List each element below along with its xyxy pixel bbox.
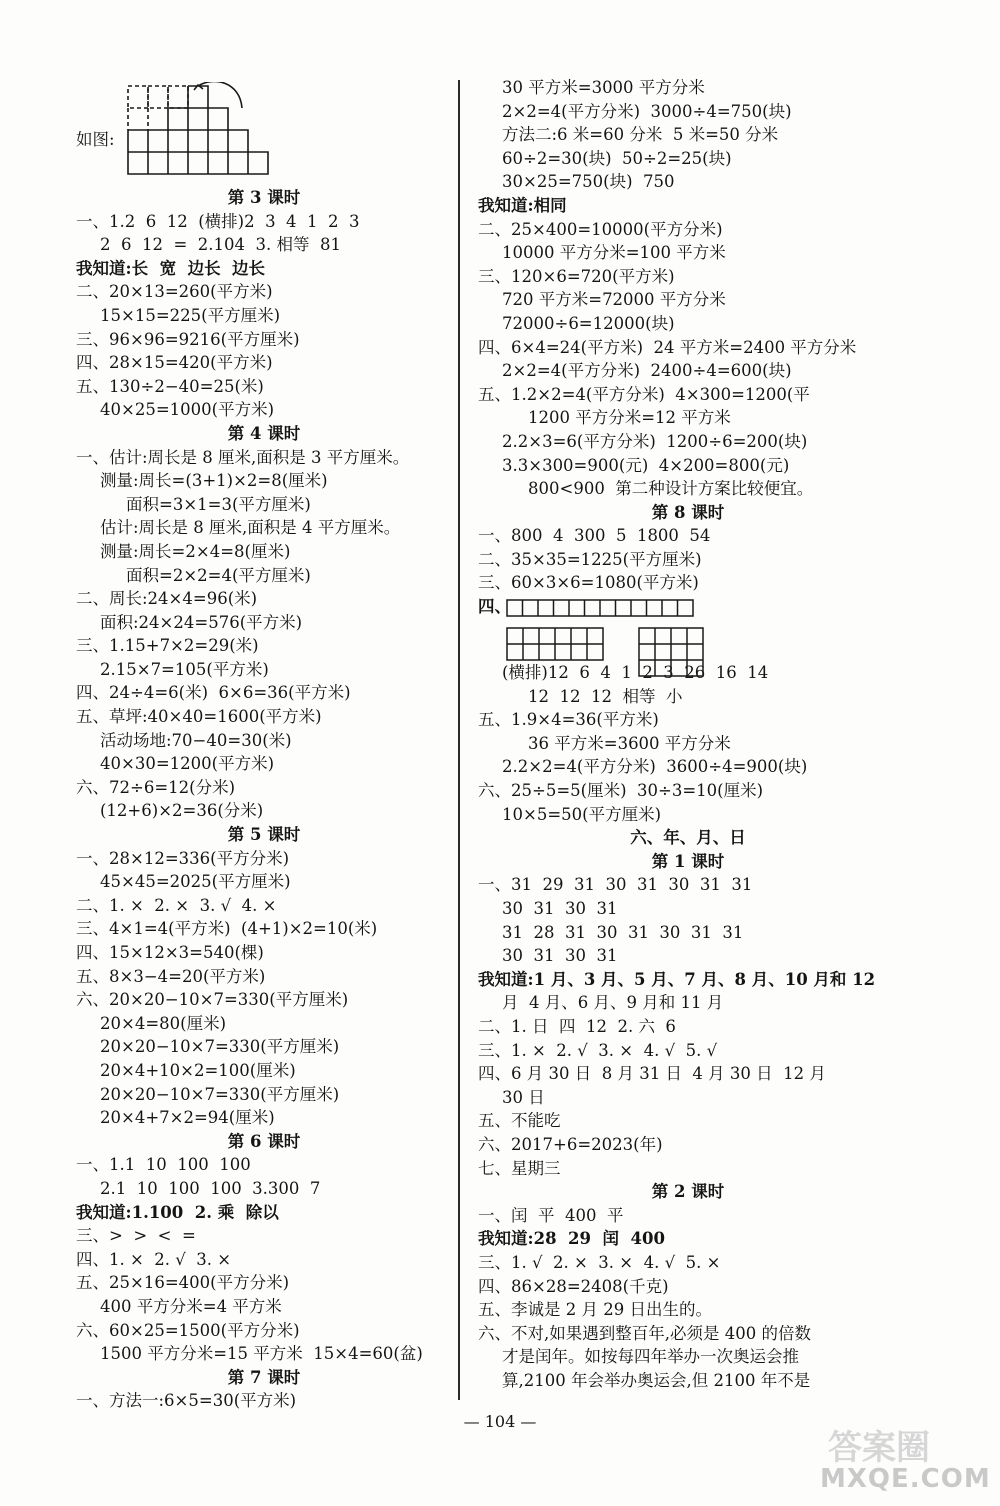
- answer-line: 2×2=4(平方分米) 3000÷4=750(块): [502, 101, 792, 121]
- answer-line: 方法二:6 米=60 分米 5 米=50 分米: [502, 125, 779, 145]
- answer-line: 我知道:1 月、3 月、5 月、7 月、8 月、10 月和 12: [478, 969, 876, 989]
- answer-line: 2.1 10 100 100 3.300 7: [100, 1178, 321, 1198]
- right-answer-lines-top: [478, 76, 898, 595]
- answer-line: 估计:周长是 8 厘米,面积是 4 平方厘米。: [100, 518, 401, 538]
- answer-line: 三、1. × 2. √ 3. × 4. √ 5. √: [478, 1040, 718, 1060]
- answer-line: 四、86×28=2408(千克): [478, 1276, 669, 1296]
- answer-line: 二、20×13=260(平方米): [76, 282, 273, 302]
- left-answer-lines: [76, 186, 452, 1413]
- answer-line: 1200 平方分米=12 平方米: [528, 408, 731, 428]
- answer-line: 五、8×3−4=20(平方米): [76, 966, 266, 986]
- answer-line: 四、1. × 2. √ 3. ×: [76, 1249, 232, 1269]
- answer-line: 面积=2×2=4(平方厘米): [126, 565, 311, 585]
- figure-label: 如图:: [76, 130, 115, 149]
- answer-line: 三、4×1=4(平方米) (4+1)×2=10(米): [76, 919, 378, 939]
- answer-line: 四、24÷4=6(米) 6×6=36(平方米): [76, 683, 351, 703]
- answer-line: 二、周长:24×4=96(米): [76, 589, 258, 609]
- section-heading: 第 2 课时: [651, 1182, 725, 1202]
- answer-line: 10000 平方分米=100 平方米: [502, 243, 726, 263]
- watermark-logo: 答案圈: [828, 1428, 930, 1468]
- section-heading: 第 8 课时: [651, 502, 725, 522]
- answer-line: 四、6×4=24(平方米) 24 平方米=2400 平方分米: [478, 337, 857, 357]
- answer-line: 20×20−10×7=330(平方厘米): [100, 1037, 340, 1057]
- staircase-figure: [124, 82, 294, 184]
- answer-line: 面积=3×1=3(平方厘米): [126, 494, 311, 514]
- answer-line: 30 31 30 31: [502, 946, 618, 966]
- answer-line: 一、28×12=336(平方分米): [76, 848, 290, 868]
- answer-line: 2.15×7=105(平方米): [100, 659, 269, 679]
- answer-line: 我知道:1.100 2. 乘 除以: [76, 1202, 279, 1222]
- section-heading: 第 6 课时: [227, 1131, 301, 1151]
- section-heading: 第 7 课时: [227, 1367, 301, 1387]
- answer-line: 一、1.2 6 12 (横排)2 3 4 1 2 3: [76, 211, 360, 231]
- answer-line: 60÷2=30(块) 50÷2=25(块): [502, 148, 732, 168]
- page-number: — 104 —: [463, 1412, 537, 1431]
- answer-line: 30 31 30 31: [502, 899, 618, 918]
- answer-line: 面积:24×24=576(平方米): [100, 612, 303, 632]
- answer-line: 800<900 第二种设计方案比较便宜。: [528, 479, 814, 499]
- answer-line: 二、1. 日 四 12 2. 六 6: [478, 1016, 676, 1036]
- two-row-grid: [506, 627, 606, 663]
- right-answer-lines-bottom: [478, 661, 898, 1392]
- answer-line: 六、25÷5=5(厘米) 30÷3=10(厘米): [478, 781, 764, 801]
- answer-line: 12 12 12 相等 小: [528, 686, 683, 706]
- answer-line: 31 28 31 30 31 30 31 31: [502, 922, 744, 942]
- answer-line: 400 平方分米=4 平方米: [100, 1296, 282, 1316]
- answer-line: 20×4+7×2=94(厘米): [100, 1108, 275, 1128]
- answer-line: 15×15=225(平方厘米): [100, 305, 281, 325]
- answer-line: 二、35×35=1225(平方厘米): [478, 549, 702, 569]
- section-heading: 六、年、月、日: [630, 828, 746, 848]
- answer-line: 七、星期三: [478, 1158, 561, 1178]
- answer-line: 72000÷6=12000(块): [502, 313, 675, 333]
- answer-line: 六、2017+6=2023(年): [478, 1134, 663, 1154]
- answer-line: 五、草坪:40×40=1600(平方米): [76, 707, 322, 727]
- answer-line: 测量:周长=(3+1)×2=8(厘米): [100, 471, 328, 491]
- answer-line: 一、方法一:6×5=30(平方米): [76, 1391, 297, 1411]
- answer-line: 10×5=50(平方厘米): [502, 804, 662, 824]
- answer-line: 我知道:相同: [478, 195, 567, 215]
- answer-line: 三、120×6=720(平方米): [478, 266, 675, 286]
- figure-row: [76, 76, 452, 186]
- answer-line: 20×20−10×7=330(平方厘米): [100, 1084, 340, 1104]
- answer-line: 六、20×20−10×7=330(平方厘米): [76, 990, 349, 1010]
- answer-line: 二、1. × 2. × 3. √ 4. ×: [76, 895, 277, 915]
- answer-line: 36 平方米=3600 平方分米: [528, 733, 731, 753]
- answer-line: 四、15×12×3=540(棵): [76, 943, 264, 962]
- section-heading: 第 1 课时: [651, 851, 725, 871]
- column-divider: [458, 80, 460, 1400]
- answer-line: 720 平方米=72000 平方分米: [502, 290, 726, 310]
- answer-line: 30×25=750(块) 750: [502, 172, 675, 192]
- answer-line: 五、不能吃: [478, 1111, 561, 1131]
- answer-line: 三、60×3×6=1080(平方米): [478, 573, 699, 593]
- answer-line: 3.3×300=900(元) 4×200=800(元): [502, 455, 790, 475]
- answer-line: 三、96×96=9216(平方厘米): [76, 329, 300, 349]
- answer-line: 2.2×3=6(平方分米) 1200÷6=200(块): [502, 431, 808, 451]
- answer-line: 40×30=1200(平方米): [100, 754, 275, 774]
- answer-line: 20×4=80(厘米): [100, 1013, 227, 1033]
- answer-line: 三、1.15+7×2=29(米): [76, 636, 259, 656]
- answer-line: 我知道:28 29 闰 400: [478, 1229, 665, 1249]
- answer-line: 活动场地:70−40=30(米): [100, 730, 292, 750]
- section-heading: 第 3 课时: [227, 188, 301, 207]
- answer-line: 一、1.1 10 100 100: [76, 1155, 251, 1175]
- answer-line: 算,2100 年会举办奥运会,但 2100 年不是: [502, 1370, 811, 1390]
- left-column: [76, 76, 452, 1413]
- answer-line: 45×45=2025(平方厘米): [100, 872, 291, 892]
- answer-line: 测量:周长=2×4=8(厘米): [100, 541, 291, 561]
- section-heading: 第 5 课时: [227, 825, 301, 845]
- grid-figures-row: [478, 595, 898, 661]
- answer-line: 40×25=1000(平方米): [100, 400, 275, 420]
- answer-line: 才是闰年。如按每四年举办一次奥运会推: [502, 1347, 799, 1367]
- answer-line: (横排)12 6 4 1 2 3 26 16 14: [502, 663, 769, 683]
- answer-line: 30 平方米=3000 平方分米: [502, 78, 705, 97]
- answer-line: 五、130÷2−40=25(米): [76, 376, 264, 396]
- answer-line: 2.2×2=4(平方分米) 3600÷4=900(块): [502, 757, 808, 777]
- answer-line: 1500 平方分米=15 平方米 15×4=60(盆): [100, 1344, 423, 1364]
- answer-line: 五、1.2×2=4(平方分米) 4×300=1200(平: [478, 384, 810, 404]
- watermark: [820, 1420, 990, 1500]
- answer-line: 2×2=4(平方分米) 2400÷4=600(块): [502, 361, 792, 381]
- answer-line: 六、不对,如果遇到整百年,必须是 400 的倍数: [478, 1323, 811, 1343]
- answer-line: 五、1.9×4=36(平方米): [478, 710, 659, 730]
- answer-line: 四、28×15=420(平方米): [76, 353, 273, 373]
- answer-line: 五、25×16=400(平方分米): [76, 1273, 290, 1293]
- grid-question-label: 四、: [478, 597, 511, 617]
- answer-line: 六、72÷6=12(分米): [76, 777, 236, 797]
- answer-line: 二、25×400=10000(平方分米): [478, 219, 723, 239]
- answer-line: 一、800 4 300 5 1800 54: [478, 526, 711, 546]
- answer-line: 三、> > < =: [76, 1226, 196, 1246]
- answer-line: 三、1. √ 2. × 3. × 4. √ 5. ×: [478, 1252, 721, 1272]
- answer-line: 一、估计:周长是 8 厘米,面积是 3 平方厘米。: [76, 447, 410, 467]
- answer-line: 30 日: [502, 1087, 545, 1107]
- answer-line: 20×4+10×2=100(厘米): [100, 1060, 296, 1080]
- answer-line: (12+6)×2=36(分米): [100, 801, 264, 821]
- answer-line: 一、31 29 31 30 31 30 31 31: [478, 875, 753, 895]
- answer-line: 2 6 12 = 2.104 3. 相等 81: [100, 235, 341, 255]
- long-strip-grid: [506, 599, 696, 619]
- answer-line: 四、6 月 30 日 8 月 31 日 4 月 30 日 12 月: [478, 1064, 826, 1084]
- answer-line: 六、60×25=1500(平方分米): [76, 1320, 300, 1340]
- answer-line: 我知道:长 宽 边长 边长: [76, 258, 266, 278]
- section-heading: 第 4 课时: [227, 423, 301, 443]
- answer-line: 一、闰 平 400 平: [478, 1205, 624, 1225]
- watermark-site: MXQE.COM: [820, 1464, 991, 1494]
- right-column: [478, 76, 898, 1392]
- three-row-grid: [638, 627, 708, 679]
- answer-line: 五、李诚是 2 月 29 日出生的。: [478, 1300, 712, 1320]
- answer-line: 月 4 月、6 月、9 月和 11 月: [502, 993, 724, 1013]
